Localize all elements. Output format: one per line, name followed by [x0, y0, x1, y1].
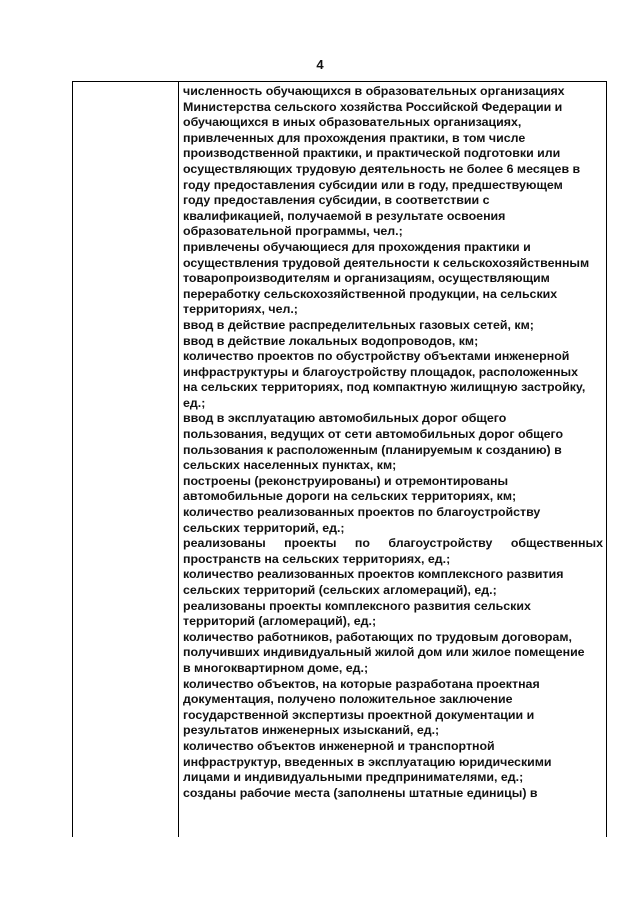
text-line: количество проектов по обустройству объектами инженерной: [183, 349, 570, 364]
text-line: обучающихся в иных образовательных организациях,: [183, 115, 522, 130]
text-word: реализованы: [183, 536, 266, 551]
text-word: по: [354, 536, 370, 551]
text-line: территорий (агломераций), ед.;: [183, 614, 377, 629]
text-line: образовательной программы, чел.;: [183, 224, 403, 239]
text-word: благоустройству: [388, 536, 493, 551]
text-line: автомобильные дороги на сельских территориях, км;: [183, 489, 517, 504]
text-line: сельских территорий, ед.;: [183, 520, 345, 535]
text-line: ввод в действие распределительных газовых сетей, км;: [183, 317, 534, 332]
text-line: привлеченных для прохождения практики, в том числе: [183, 130, 526, 145]
table-left-column: [73, 82, 179, 837]
text-line: инфраструктуры и благоустройству площадок, расположенных: [183, 364, 578, 379]
text-line: численность обучающихся в образовательных организациях: [183, 84, 565, 98]
document-table: [72, 81, 607, 837]
text-line: документация, получено положительное заключение: [183, 692, 513, 707]
text-line: производственной практики, и практической подготовки или: [183, 146, 561, 161]
text-line: созданы рабочие места (заполнены штатные единицы) в: [183, 785, 538, 800]
text-line: пользования к расположенным (планируемым к созданию) в: [183, 442, 562, 457]
text-line: пользования, ведущих от сети автомобильных дорог общего: [183, 427, 564, 442]
text-line: в многоквартирном доме, ед.;: [183, 660, 369, 675]
text-line: построены (реконструированы) и отремонтированы: [183, 473, 509, 488]
text-word: проекты: [284, 536, 337, 551]
text-line: количество реализованных проектов по благоустройству: [183, 505, 541, 520]
text-line: переработку сельскохозяйственной продукции, на сельских: [183, 286, 558, 301]
text-line: пространств на сельских территориях, ед.;: [183, 551, 451, 566]
text-line: количество объектов инженерной и транспортной: [183, 738, 495, 753]
text-line: лицами и индивидуальными предпринимателями, ед.;: [183, 770, 524, 785]
table-text-column: [179, 82, 606, 837]
page-number: 4: [316, 57, 324, 72]
text-line: осуществляющих трудовую деятельность не более 6 месяцев в: [183, 161, 581, 176]
text-line: получивших индивидуальный жилой дом или жилое помещение: [183, 645, 585, 660]
text-line: на сельских территориях, под компактную жилищную застройку,: [183, 380, 586, 395]
text-line: году предоставления субсидии, в соответствии с: [183, 193, 490, 208]
text-line: территориях, чел.;: [183, 302, 298, 317]
text-line: товаропроизводителям и организациям, осуществляющим: [183, 271, 550, 286]
text-line: Министерства сельского хозяйства Российской Федерации и: [183, 99, 563, 114]
text-line: инфраструктур, введенных в эксплуатацию юридическими: [183, 754, 552, 769]
text-line: государственной экспертизы проектной документации и: [183, 707, 535, 722]
text-line: квалификацией, получаемой в результате освоения: [183, 208, 506, 223]
text-line: реализованы проекты комплексного развития сельских: [183, 598, 531, 613]
text-line: ввод в действие локальных водопроводов, км;: [183, 333, 479, 348]
text-line: количество объектов, на которые разработана проектная: [183, 676, 540, 691]
text-line: количество реализованных проектов комплексного развития: [183, 567, 564, 582]
text-line: году предоставления субсидии или в году, предшествующем: [183, 177, 563, 192]
text-line: [183, 536, 603, 552]
text-word: общественных: [510, 536, 603, 551]
text-line: количество работников, работающих по трудовым договорам,: [183, 629, 572, 644]
text-line: ед.;: [183, 395, 206, 410]
text-line: результатов инженерных изысканий, ед.;: [183, 723, 440, 738]
text-line: ввод в эксплуатацию автомобильных дорог общего: [183, 411, 507, 426]
text-line: привлечены обучающиеся для прохождения практики и: [183, 239, 531, 254]
text-line: сельских территорий (сельских агломераций), ед.;: [183, 583, 497, 597]
text-line: осуществления трудовой деятельности к сельскохозяйственным: [183, 255, 590, 270]
text-line: сельских населенных пунктах, км;: [183, 458, 397, 473]
